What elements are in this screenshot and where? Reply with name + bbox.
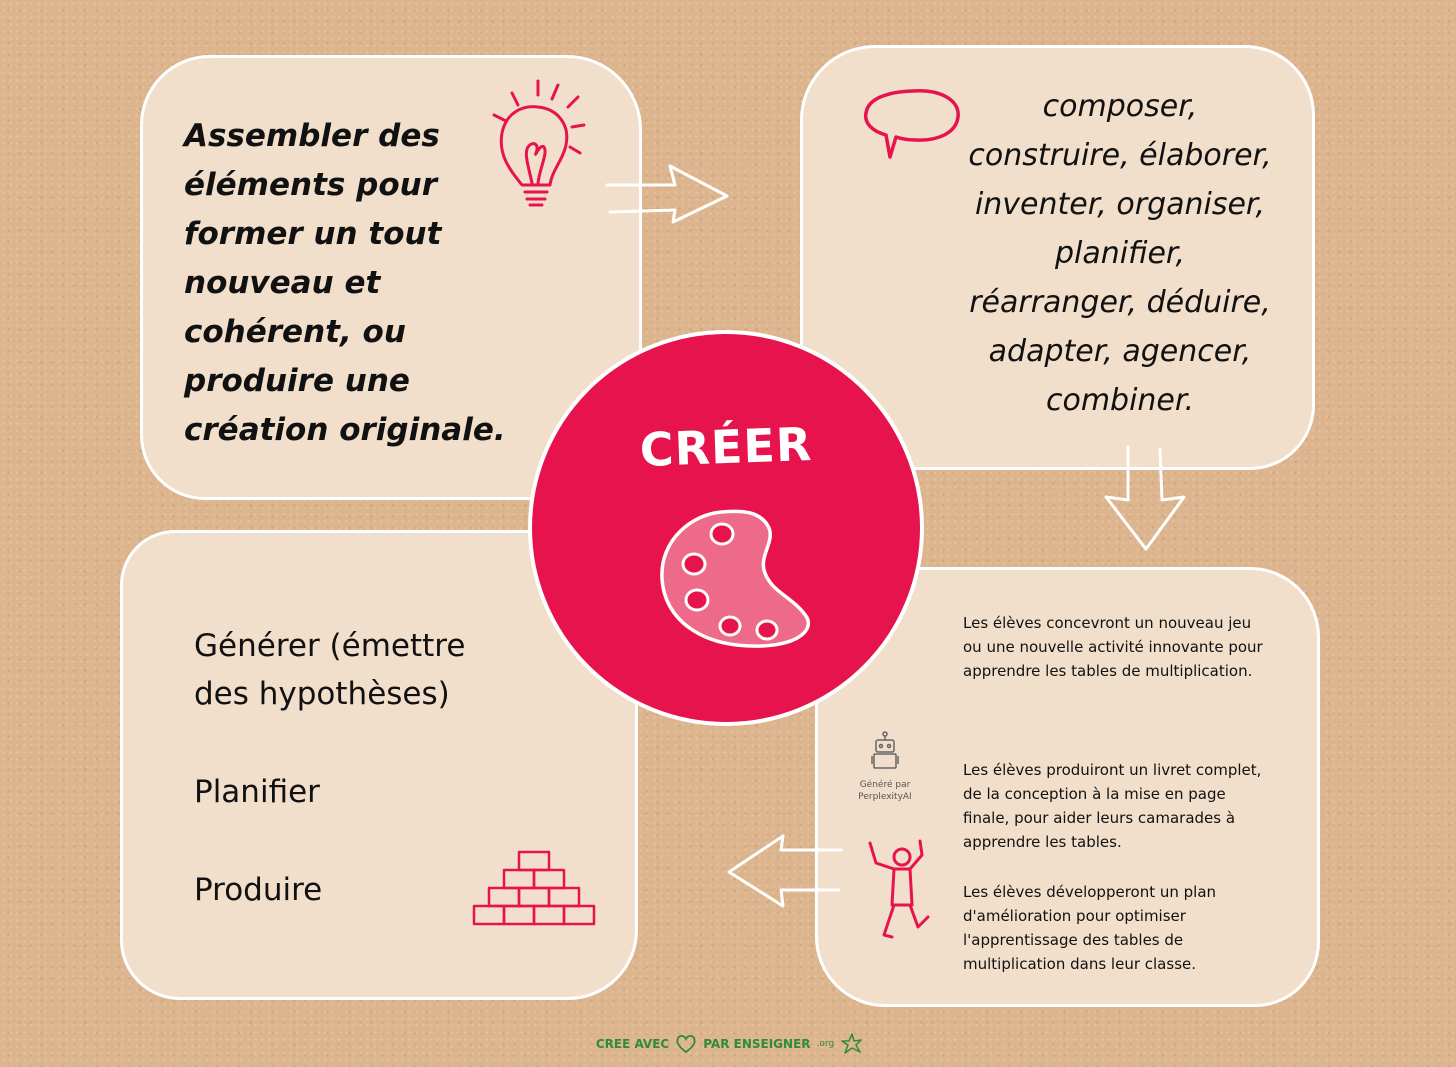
skill-plan: Planifier	[194, 774, 320, 810]
definition-line: former un tout	[184, 216, 442, 252]
example-paragraph: Les élèves développeront un plan d'amélioration pour optimiser l'apprentissage des tables de multiplication dans leur classe.	[963, 883, 1217, 973]
generated-by-badge	[850, 779, 920, 803]
skill-produce: Produire	[194, 872, 323, 908]
lightbulb-icon	[480, 75, 610, 215]
definition-line: cohérent, ou	[184, 314, 406, 350]
badge-line: Généré par	[859, 780, 911, 790]
arrow-left-icon	[725, 832, 845, 912]
example-paragraph: Les élèves concevront un nouveau jeu ou une nouvelle activité innovante pour apprendre les tables de multiplication.	[963, 614, 1263, 680]
skill-generate-line2: des hypothèses)	[194, 676, 450, 712]
definition-line: nouveau et	[184, 265, 381, 301]
arrow-right-icon	[605, 160, 735, 235]
heart-icon	[675, 1034, 697, 1054]
footer-text: PAR ENSEIGNER	[703, 1037, 811, 1051]
center-title: CRÉER	[638, 417, 814, 477]
star-icon	[840, 1032, 864, 1056]
robot-icon	[870, 730, 900, 775]
definition-line: produire une	[184, 363, 410, 399]
bricks-pyramid-icon	[470, 840, 605, 930]
verbs-line: combiner.	[1045, 383, 1195, 418]
definition-line: éléments pour	[184, 167, 437, 203]
definition-line: Assembler des	[184, 118, 440, 154]
verbs-line: planifier,	[1054, 236, 1186, 271]
footer-domain: .org	[816, 1039, 835, 1049]
verbs-line: composer,	[1042, 89, 1198, 124]
verbs-text	[940, 82, 1300, 425]
definition-line: création originale.	[184, 412, 506, 448]
arrow-down-icon	[1100, 445, 1190, 555]
footer-text: CREE AVEC	[595, 1037, 670, 1051]
definition-text	[184, 112, 514, 455]
verbs-line: réarranger, déduire,	[969, 285, 1271, 320]
verbs-line: adapter, agencer,	[988, 334, 1252, 369]
verbs-line: inventer, organiser,	[974, 187, 1266, 222]
footer-credit	[540, 1030, 920, 1058]
badge-line: PerplexityAI	[858, 792, 912, 802]
verbs-line: construire, élaborer,	[968, 138, 1272, 173]
skill-generate-line1: Générer (émettre	[194, 628, 466, 664]
jumping-person-icon	[862, 835, 942, 945]
speech-bubble-icon	[860, 85, 965, 165]
palette-icon	[652, 500, 822, 660]
example-paragraph: Les élèves produiront un livret complet, de la conception à la mise en page finale, pour aider leurs camarades à apprendre les tables.	[963, 761, 1262, 851]
